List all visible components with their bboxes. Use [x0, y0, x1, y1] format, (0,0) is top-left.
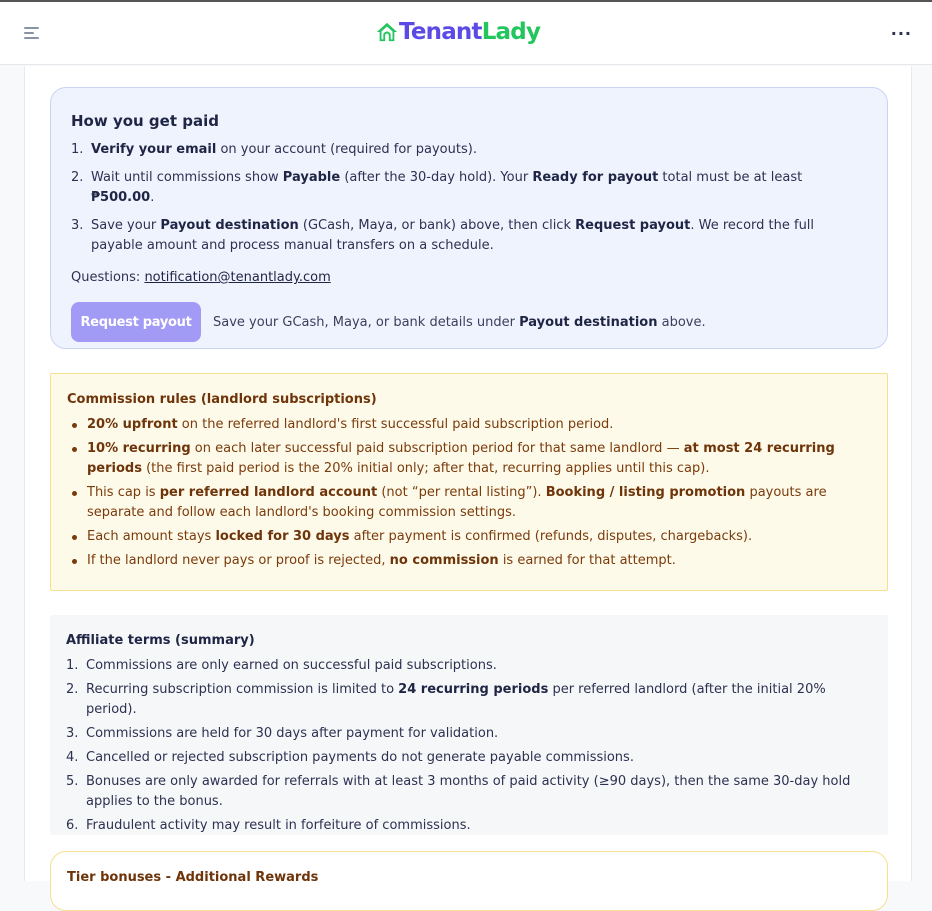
- list-number: 1.: [66, 658, 79, 673]
- affiliate-term: 5. Bonuses are only awarded for referrals with at least 3 months of paid activity (≥90 days), then the same 30-day hold applies to the bonus.: [66, 774, 851, 809]
- house-icon: [376, 21, 398, 43]
- list-number: 3.: [66, 726, 79, 741]
- list-number: 5.: [66, 774, 79, 789]
- affiliate-terms-title: Affiliate terms (summary): [66, 633, 255, 648]
- commission-rule: 20% upfront on the referred landlord's first successful paid subscription period.: [87, 415, 871, 435]
- payout-step: 3. Save your Payout destination (GCash, Maya, or bank) above, then click Request payout. We record the full payable amount and process manual transfers on a schedule.: [71, 218, 815, 253]
- main-content: [24, 66, 912, 885]
- list-number: 2.: [71, 170, 84, 185]
- commission-rule: If the landlord never pays or proof is rejected, no commission is earned for that attempt.: [87, 551, 871, 571]
- how-you-get-paid-card: [50, 87, 888, 349]
- payout-hint: Save your GCash, Maya, or bank details under Payout destination above.: [213, 314, 706, 330]
- hamburger-menu-icon[interactable]: [24, 27, 40, 41]
- more-horizontal-icon[interactable]: ···: [890, 24, 912, 43]
- commission-rules-list: [67, 415, 871, 571]
- list-number: 1.: [71, 142, 84, 157]
- payout-step: 1. Verify your email on your account (required for payouts).: [91, 140, 867, 160]
- commission-rules-title: Commission rules (landlord subscriptions): [67, 392, 377, 407]
- questions-line: [71, 270, 867, 285]
- affiliate-term: 1. Commissions are only earned on successful paid subscriptions.: [86, 656, 872, 676]
- list-number: 6.: [66, 818, 79, 833]
- affiliate-term: 2. Recurring subscription commission is limited to 24 recurring periods per referred landlord (after the initial 20% period).: [66, 682, 826, 717]
- affiliate-terms-card: [50, 615, 888, 835]
- commission-rule: This cap is per referred landlord account (not “per rental listing”). Booking / listing promotion payouts are separate and follow each landlord's booking commission settings.: [87, 483, 871, 523]
- payout-action-row: [71, 302, 867, 342]
- support-email-link[interactable]: notification@tenantlady.com: [144, 270, 331, 285]
- commission-rules-card: [50, 373, 888, 591]
- logo-text-tenant: Tenant: [399, 19, 482, 45]
- tier-bonuses-card: [50, 851, 888, 911]
- affiliate-term: 4. Cancelled or rejected subscription payments do not generate payable commissions.: [86, 748, 872, 768]
- affiliate-term: 6. Fraudulent activity may result in forfeiture of commissions.: [86, 816, 872, 836]
- logo-text-lady: Lady: [481, 19, 541, 45]
- affiliate-terms-list: [66, 656, 872, 836]
- commission-rule: Each amount stays locked for 30 days after payment is confirmed (refunds, disputes, chargebacks).: [87, 527, 871, 547]
- app-header: [0, 2, 932, 65]
- affiliate-term: 3. Commissions are held for 30 days after payment for validation.: [86, 724, 872, 744]
- payout-steps-list: [71, 140, 867, 256]
- questions-label: Questions:: [71, 270, 145, 285]
- logo[interactable]: [376, 16, 540, 48]
- tier-bonuses-title: Tier bonuses - Additional Rewards: [67, 870, 319, 885]
- list-number: 3.: [71, 218, 84, 233]
- list-number: 4.: [66, 750, 79, 765]
- payout-step: 2. Wait until commissions show Payable (after the 30-day hold). Your Ready for payout total must be at least ₱500.00.: [71, 170, 803, 205]
- commission-rule: 10% recurring on each later successful paid subscription period for that same landlord — at most 24 recurring periods (the first paid period is the 20% initial only; after that, recurring applies until this cap).: [87, 439, 871, 479]
- request-payout-button[interactable]: Request payout: [71, 302, 201, 342]
- how-you-get-paid-title: How you get paid: [71, 112, 219, 130]
- list-number: 2.: [66, 682, 79, 697]
